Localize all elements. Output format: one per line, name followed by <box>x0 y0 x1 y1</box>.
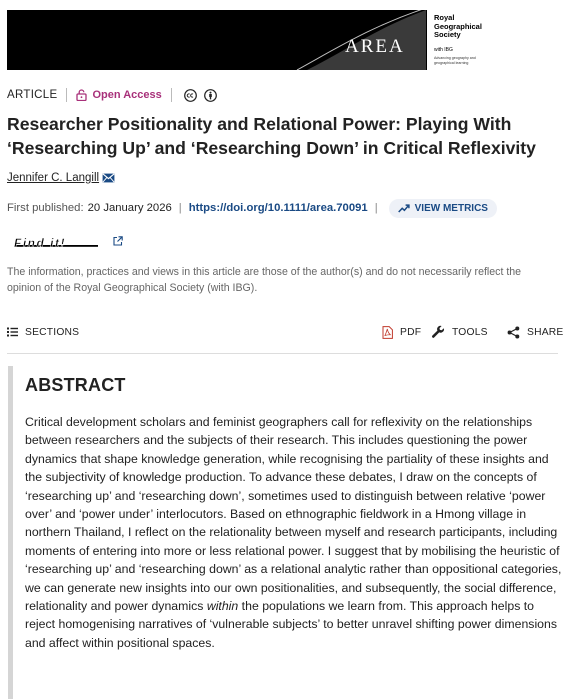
rgs-line-1: Royal <box>434 13 455 22</box>
rgs-logo <box>426 10 486 70</box>
find-it-link[interactable] <box>13 236 100 250</box>
pdf-icon <box>382 326 393 339</box>
view-metrics-button[interactable] <box>389 199 497 218</box>
sections-button[interactable] <box>7 322 79 342</box>
publication-info <box>7 197 497 219</box>
external-link-icon[interactable] <box>113 236 123 246</box>
abstract-emphasis: within <box>206 599 239 614</box>
view-metrics-label: VIEW METRICS <box>414 202 488 214</box>
find-it-label: Find it! <box>14 236 66 250</box>
share-button[interactable] <box>507 322 563 342</box>
doi-link[interactable]: https://doi.org/10.1111/area.70091 <box>188 202 368 214</box>
abstract-text-part-1: Critical development scholars and feminist geographers call for reflexivity on the relationships between researchers and the subjects of their research. This includes questioning the power dynamics that shape knowledge generation, while recognising the partiality of these insights and the subjectivity of knowledge production. To advance these debates, I draw on the concepts of ‘researching up’ and ‘researching down’, sometimes used to distinguish between relative ‘power over’ and ‘power under’ interlocutors. Based on ethnographic fieldwork in a Hmong village in northern Thailand, I reflect on the relationality between myself and research participants, including moments of entering into more or less relational power. I suggest that by mobilising the heuristic of ‘researching up’ and ‘researching down’ as a relational analytic rather than oppositional categories, we can generate new insights into our own positionalities, and subsequently, the social difference, relationality and power dynamics <box>25 415 562 614</box>
pdf-label: PDF <box>400 326 422 338</box>
open-access-label: Open Access <box>92 89 162 101</box>
publication-date: 20 January 2026 <box>87 202 172 214</box>
rgs-sub: with IBG <box>434 47 453 53</box>
tools-label: TOOLS <box>452 326 488 338</box>
banner-curve-graphic <box>7 10 486 70</box>
trend-up-icon <box>398 204 410 213</box>
wrench-icon <box>431 325 445 339</box>
disclaimer-text: The information, practices and views in this article are those of the author(s) and do not necessarily reflect the opinion of the Royal Geographical Society (with IBG). <box>7 266 522 294</box>
abstract-section <box>8 366 561 699</box>
article-title: Researcher Positionality and Relational Power: Playing With ‘Researching Up’ and ‘Researching Down’ in Critical Reflexivity <box>7 114 536 158</box>
divider <box>66 88 67 102</box>
journal-name: AREA <box>345 36 405 57</box>
author-row <box>7 172 115 184</box>
article-toolbar <box>7 322 564 342</box>
first-published-label: First published: <box>7 202 84 214</box>
abstract-text <box>25 413 565 652</box>
rgs-line-3: Society <box>434 30 461 39</box>
divider <box>171 88 172 102</box>
email-icon[interactable] <box>102 173 115 183</box>
tools-button[interactable] <box>431 322 488 342</box>
article-meta <box>7 87 217 103</box>
list-icon <box>7 327 18 337</box>
share-label: SHARE <box>527 326 564 338</box>
rgs-tagline: Advancing geography and geographical learning <box>434 56 476 65</box>
rgs-name <box>434 14 482 40</box>
rgs-line-2: Geographical <box>434 21 482 31</box>
author-link[interactable]: Jennifer C. Langill <box>7 172 100 184</box>
abstract-text-part-2: the populations we learn from. This approach helps to reject homogenising narratives of ‘vulnerable subjects’ to better unravel shifting power dimensions and affect within positional spaces. <box>25 599 558 650</box>
divider: | <box>374 202 378 214</box>
attribution-icon[interactable] <box>204 89 217 102</box>
creative-commons-icon[interactable] <box>184 89 197 102</box>
pdf-button[interactable] <box>382 322 421 342</box>
lock-icon <box>76 89 87 101</box>
open-access-badge[interactable] <box>76 89 161 101</box>
article-type: ARTICLE <box>7 89 58 101</box>
toolbar-divider <box>7 353 558 354</box>
divider: | <box>178 202 182 214</box>
sections-label: SECTIONS <box>25 326 80 338</box>
journal-banner[interactable] <box>7 10 486 70</box>
share-icon <box>507 326 520 339</box>
abstract-heading: ABSTRACT <box>25 375 126 395</box>
